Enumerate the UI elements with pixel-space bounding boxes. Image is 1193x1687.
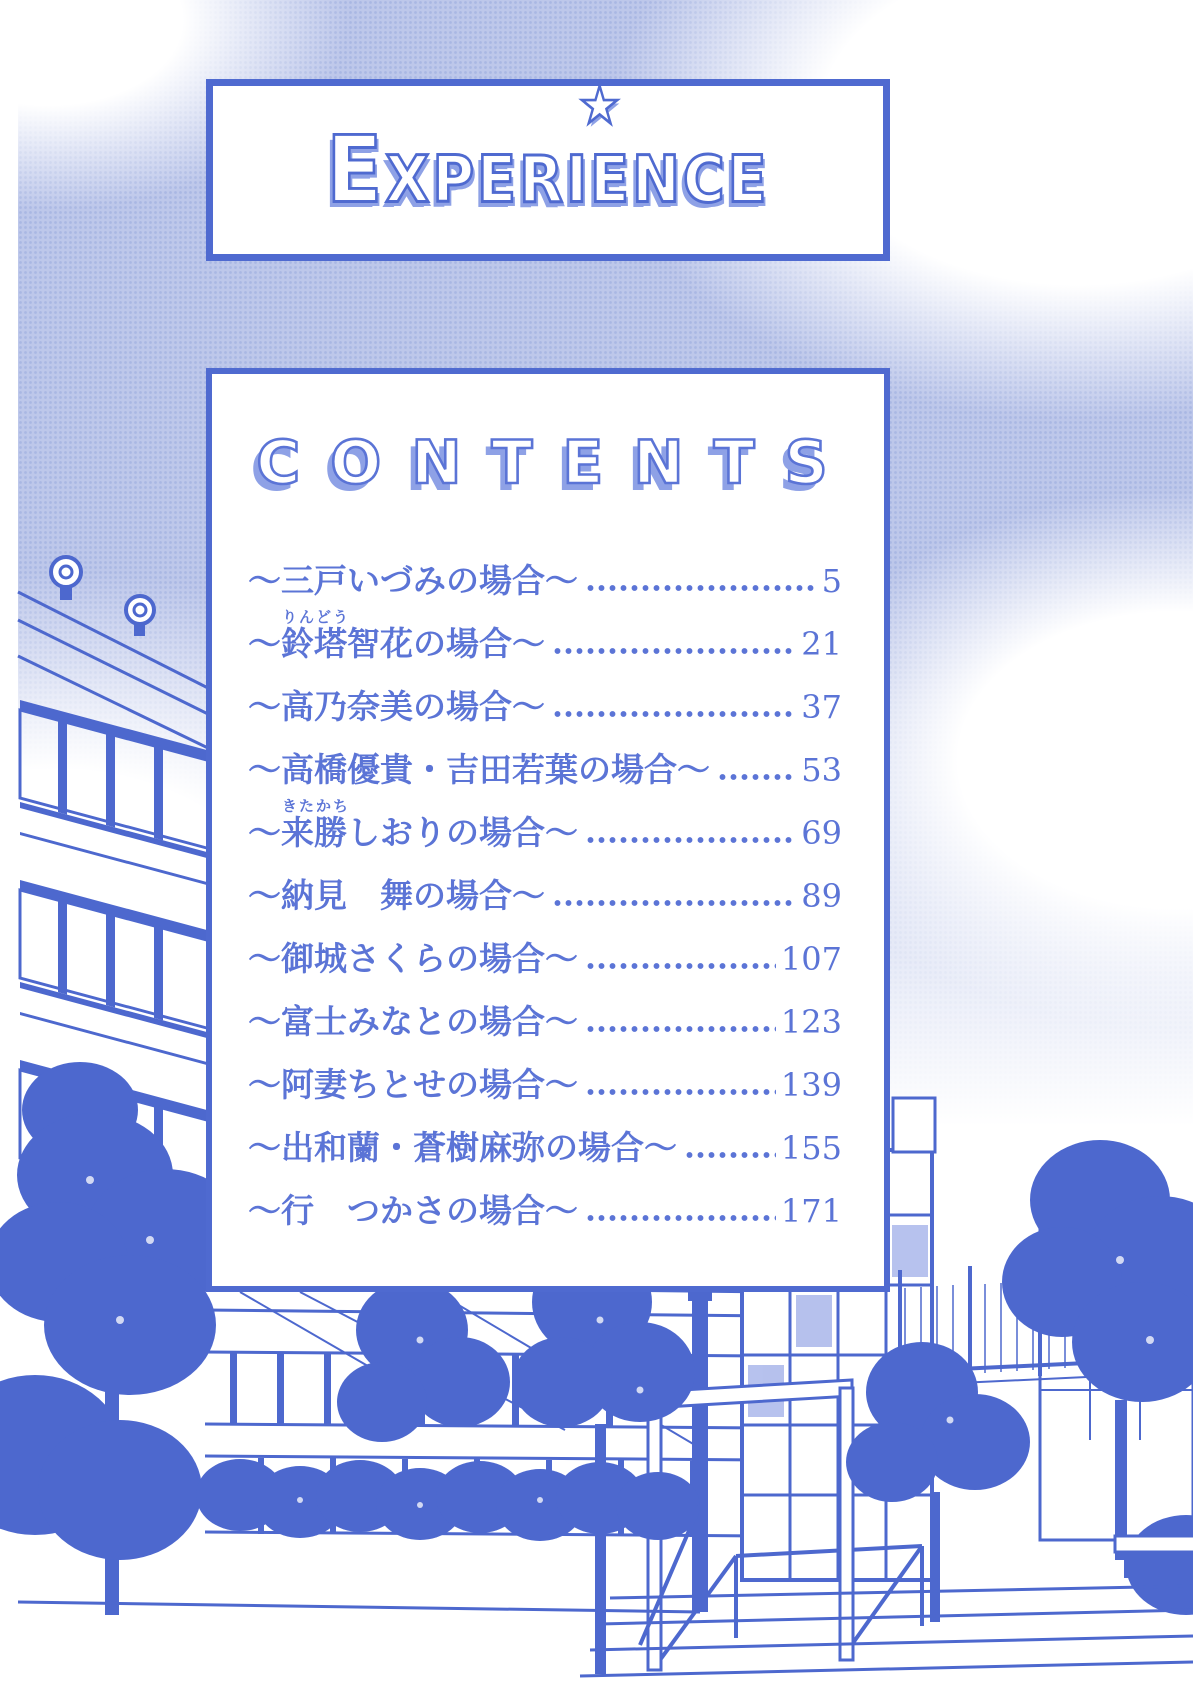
contents-heading: CONTENTS: [256, 428, 858, 498]
roof-lamps: [51, 557, 154, 636]
series-title: Experience: [326, 116, 770, 224]
chapter-title: 〜富士みなとの場合〜: [248, 1002, 578, 1041]
chapter-title: 〜高橋優貴・吉田若葉の場合〜: [248, 750, 710, 789]
toc-entry: [248, 751, 842, 788]
toc-list: [212, 562, 884, 1229]
chapter-title: 〜行 つかさの場合〜: [248, 1191, 578, 1230]
toc-entry: [248, 797, 842, 852]
toc-entry: [248, 562, 842, 599]
page-number: 5: [821, 562, 842, 600]
page-number: 37: [801, 688, 842, 726]
contents-box: [206, 368, 890, 1292]
chapter-title: 〜出和蘭・蒼樹麻弥の場合〜: [248, 1128, 677, 1167]
furigana: きたかち: [282, 797, 351, 815]
dot-leader: [585, 584, 817, 592]
chapter-title: 〜阿妻ちとせの場合〜: [248, 1065, 578, 1104]
toc-entry: [248, 608, 842, 663]
toc-entry: [248, 1003, 842, 1040]
furigana: りんどう: [282, 608, 351, 626]
dot-leader: [684, 1151, 776, 1159]
toc-entry: [248, 1129, 842, 1166]
dot-leader: [585, 1088, 776, 1096]
star-icon: ★: [579, 74, 621, 135]
page-number: 89: [801, 877, 842, 915]
toc-entry: [248, 1192, 842, 1229]
utility-pole: [688, 1292, 712, 1612]
dot-leader: [552, 899, 796, 907]
page-number: 21: [801, 625, 842, 663]
page-number: 171: [780, 1192, 842, 1230]
dot-leader: [717, 773, 796, 781]
page-number: 123: [780, 1003, 842, 1041]
dot-leader: [585, 1214, 776, 1222]
page-number: 107: [780, 940, 842, 978]
toc-entry: [248, 1066, 842, 1103]
toc-entry: [248, 940, 842, 977]
dot-leader: [585, 836, 796, 844]
page-number: 69: [801, 814, 842, 852]
chapter-title: 〜御城さくらの場合〜: [248, 939, 578, 978]
dot-leader: [552, 647, 796, 655]
chapter-title: 〜納見 舞の場合〜: [248, 876, 545, 915]
page-number: 155: [780, 1129, 842, 1167]
left-building-roof: [18, 592, 208, 748]
logo: [326, 74, 770, 224]
chapter-title: 〜三戸いづみの場合〜: [248, 561, 578, 600]
chapter-title: 〜鈴塔智花の場合〜: [248, 624, 545, 663]
chapter-title: 〜高乃奈美の場合〜: [248, 687, 545, 726]
title-logo-box: [206, 74, 890, 261]
toc-entry: [248, 688, 842, 725]
dot-leader: [585, 1025, 776, 1033]
toc-entry: [248, 877, 842, 914]
page-number: 139: [780, 1066, 842, 1104]
dot-leader: [585, 962, 776, 970]
page-number: 53: [801, 751, 842, 789]
dot-leader: [552, 710, 796, 718]
chapter-title: 〜来勝しおりの場合〜: [248, 813, 578, 852]
